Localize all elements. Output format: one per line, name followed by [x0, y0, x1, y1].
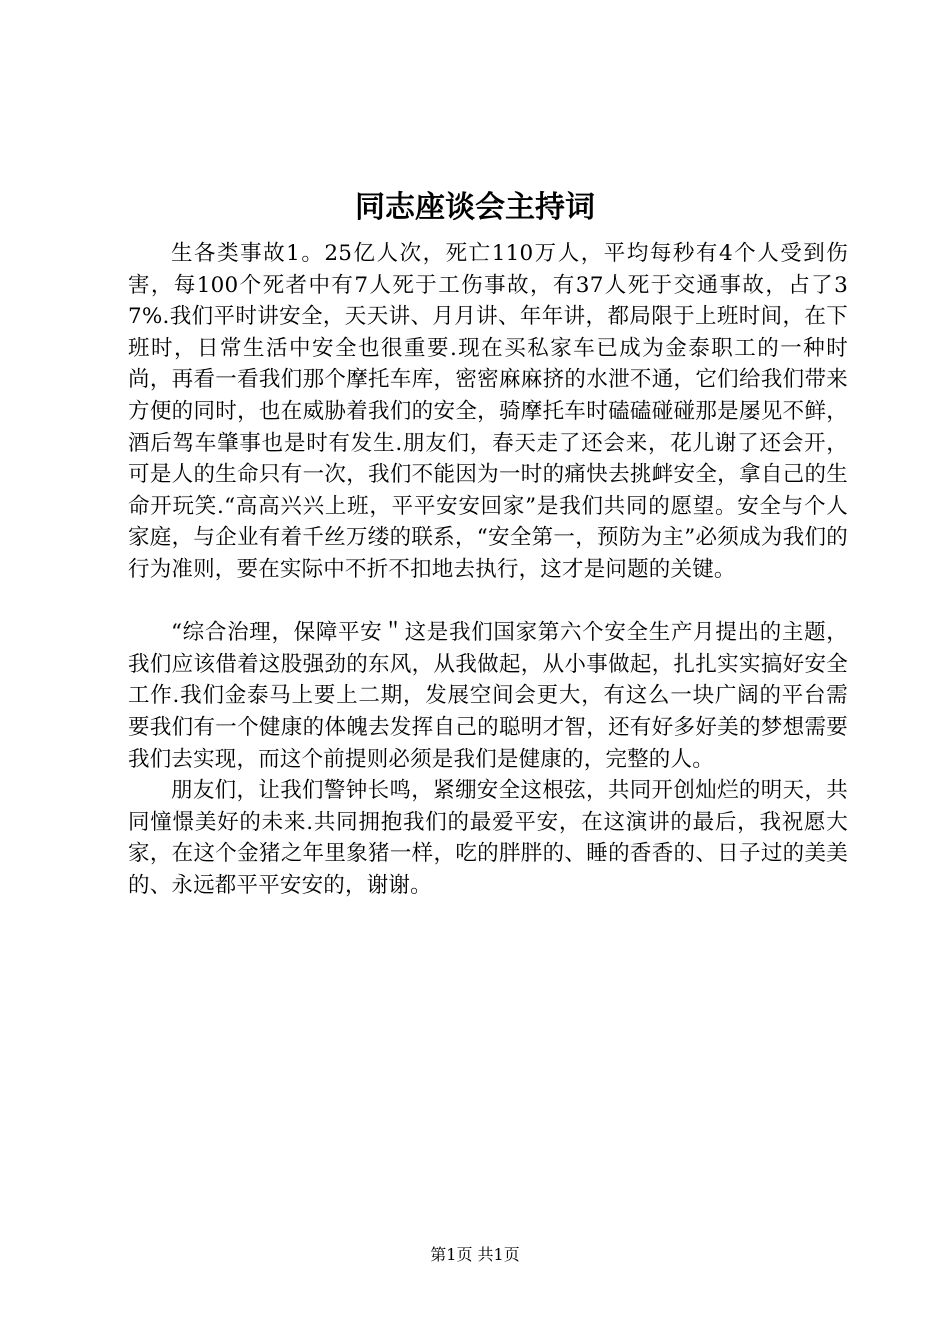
page-footer: 第1页 共1页: [430, 1245, 520, 1264]
body-paragraph-3: 朋友们，让我们警钟长鸣，紧绷安全这根弦，共同开创灿烂的明天，共同憧憬美好的未来.共同拥抱我们的最爱平安，在这演讲的最后，我祝愿大家，在这个金猪之年里象猪一样，吃的胖胖的、睡的香香的、日子过的美美的、永远都平平安安的，谢谢。: [128, 778, 848, 898]
document-title: 同志座谈会主持词: [355, 190, 595, 225]
body-paragraph-2: “综合治理，保障平安＂这是我们国家第六个安全生产月提出的主题，我们应该借着这股强劲的东风，从我做起，从小事做起，扎扎实实搞好安全工作.我们金泰马上要上二期，发展空间会更大，有这么一块广阔的平台需要我们有一个健康的体魄去发挥自己的聪明才智，还有好多好美的梦想需要我们去实现，而这个前提则必须是我们是健康的，完整的人。: [128, 620, 848, 772]
document-body: [128, 238, 848, 901]
body-paragraph-1: 生各类事故1。25亿人次，死亡110万人，平均每秒有4个人受到伤害，每100个死者中有7人死于工伤事故，有37人死于交通事故，占了37%.我们平时讲安全，天天讲、月月讲、年年讲，都局限于上班时间，在下班时，日常生活中安全也很重要.现在买私家车已成为金泰职工的一种时尚，再看一看我们那个摩托车库，密密麻麻挤的水泄不通，它们给我们带来方便的同时，也在威胁着我们的安全，骑摩托车时磕磕碰碰那是屡见不鲜，酒后驾车肇事也是时有发生.朋友们，春天走了还会来，花儿谢了还会开，可是人的生命只有一次，我们不能因为一时的痛快去挑衅安全，拿自己的生命开玩笑.“高高兴兴上班，平平安安回家”是我们共同的愿望。安全与个人家庭，与企业有着千丝万缕的联系，“安全第一，预防为主”必须成为我们的行为准则，要在实际中不折不扣地去执行，这才是问题的关键。: [128, 241, 848, 582]
